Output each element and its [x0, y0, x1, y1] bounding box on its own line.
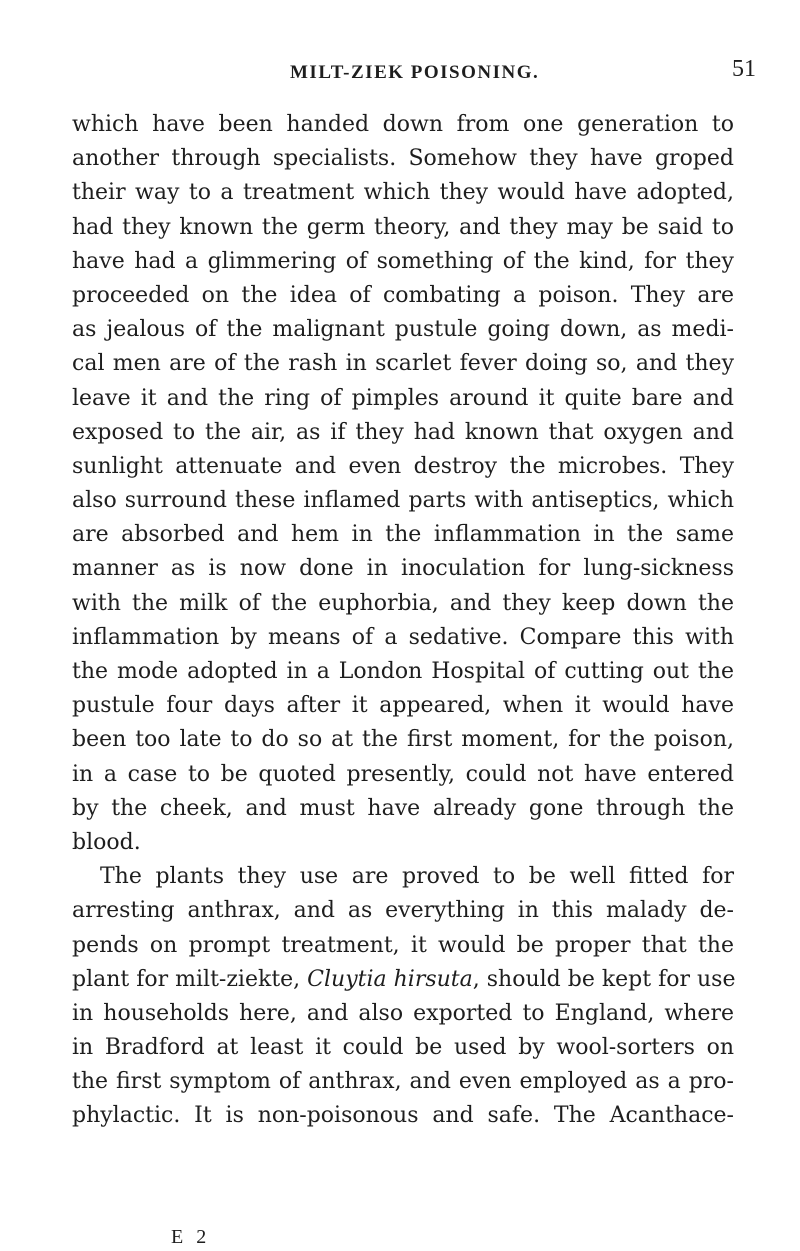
paragraph-end-line: blood. — [72, 829, 141, 855]
text-line: been too late to do so at the first moment, for the poison, — [72, 727, 734, 753]
body-text — [72, 108, 734, 1134]
text-line: manner as is now done in inoculation for lung-sickness — [72, 556, 734, 582]
text-line: inflammation by means of a sedative. Compare this with — [72, 624, 734, 650]
text-line: in households here, and also exported to England, where — [72, 1000, 734, 1026]
text-line: leave it and the ring of pimples around it quite bare and — [72, 385, 734, 411]
text-line: the mode adopted in a London Hospital of cutting out the — [72, 659, 734, 684]
text-line: pustule four days after it appeared, when it would have — [72, 693, 734, 719]
text-line: cal men are of the rash in scarlet fever doing so, and they — [72, 351, 734, 377]
text-line: phylactic. It is non-poisonous and safe. The Acanthace- — [72, 1103, 734, 1129]
species-name: Cluytia hirsuta — [307, 966, 473, 992]
text-line: arresting anthrax, and as everything in this malady de- — [72, 898, 734, 924]
text-line: pends on prompt treatment, it would be proper that the — [72, 932, 734, 958]
text-fragment: , should be kept for use — [472, 966, 736, 992]
text-line: as jealous of the malignant pustule going down, as medi- — [72, 317, 734, 343]
paragraph-start-line: The plants they use are proved to be well fitted for — [100, 864, 734, 890]
running-title: MILT-ZIEK POISONING. — [290, 62, 540, 83]
text-line: are absorbed and hem in the inflammation in the same — [72, 522, 734, 548]
page-number: 51 — [732, 56, 756, 82]
text-line: which have been handed down from one generation to — [72, 112, 734, 137]
page-header — [0, 56, 800, 92]
text-line: had they known the germ theory, and they may be said to — [72, 214, 734, 240]
text-fragment: plant for milt-ziekte, — [72, 966, 308, 992]
text-line: another through specialists. Somehow they have groped — [72, 146, 734, 172]
text-line: proceeded on the idea of combating a poison. They are — [72, 282, 734, 308]
signature-mark: E 2 — [171, 1226, 211, 1248]
text-line: also surround these inflamed parts with antiseptics, which — [72, 488, 734, 514]
text-line: sunlight attenuate and even destroy the microbes. They — [72, 453, 734, 479]
text-line: the first symptom of anthrax, and even employed as a pro- — [72, 1069, 734, 1095]
text-line: in Bradford at least it could be used by wool-sorters on — [72, 1035, 734, 1061]
text-line: exposed to the air, as if they had known that oxygen and — [72, 419, 734, 445]
text-line: by the cheek, and must have already gone through the — [72, 795, 734, 821]
text-line: their way to a treatment which they would have adopted, — [72, 180, 734, 206]
text-line: have had a glimmering of something of the kind, for they — [72, 248, 734, 274]
text-line: with the milk of the euphorbia, and they keep down the — [72, 590, 734, 616]
text-line-with-species — [72, 963, 734, 997]
text-line: in a case to be quoted presently, could not have entered — [72, 761, 734, 787]
